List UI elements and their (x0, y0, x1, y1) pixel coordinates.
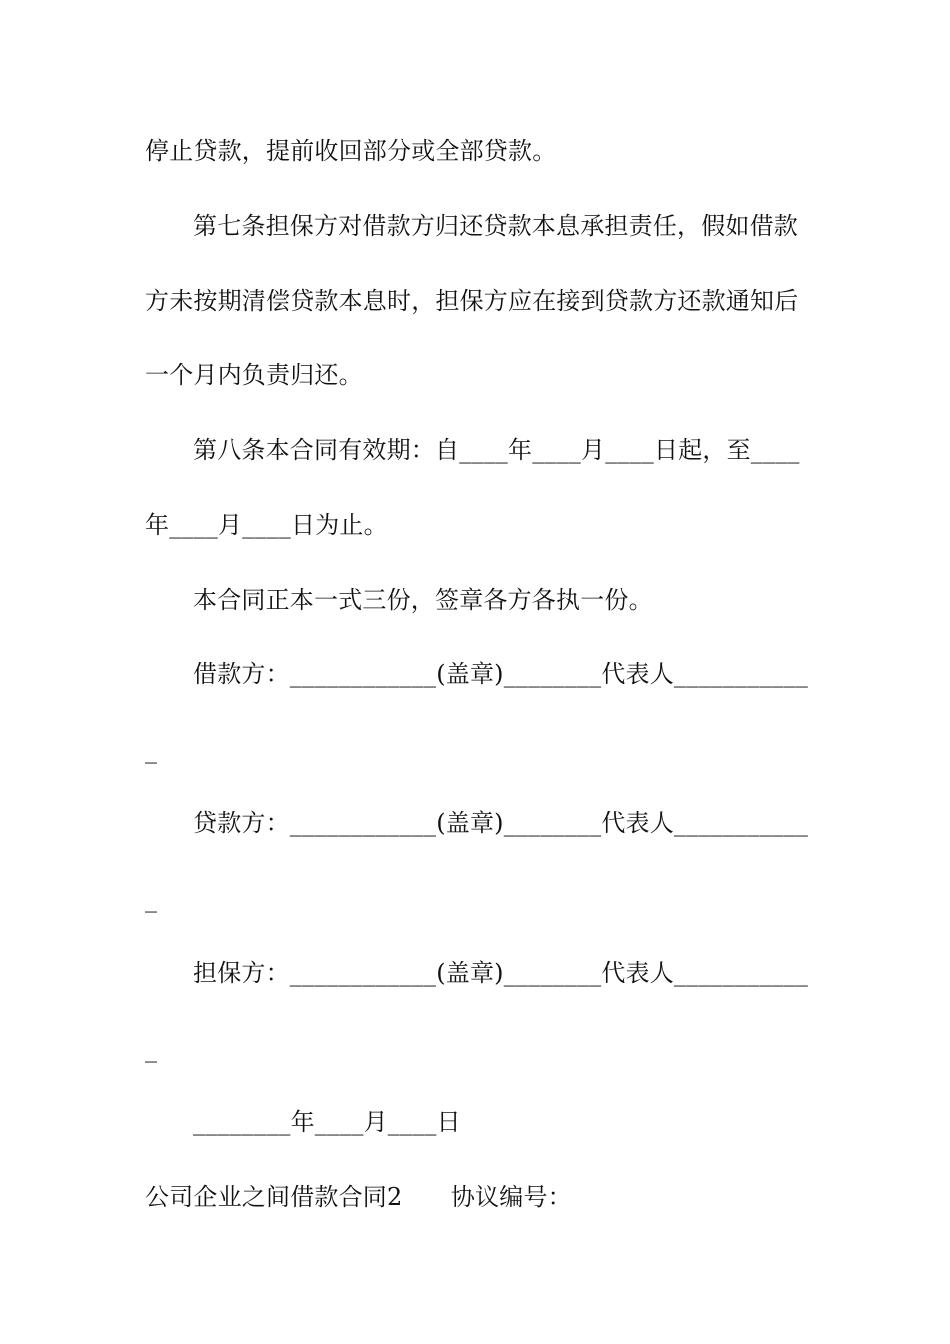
text-line-9: _ (145, 736, 158, 764)
text-line-13: _ (145, 1035, 158, 1063)
text-line-7: 本合同正本一式三份，签章各方各执一份。 (193, 586, 653, 614)
guarantor-signature-line: 担保方：____________(盖章)________代表人___________ (193, 959, 809, 987)
text-line-3: 方未按期清偿贷款本息时，担保方应在接到贷款方还款通知后 (145, 287, 799, 315)
text-line-1: 停止贷款，提前收回部分或全部贷款。 (145, 137, 557, 165)
text-line-6: 年____月____日为止。 (145, 511, 388, 539)
section-heading: 公司企业之间借款合同2 协议编号： (145, 1183, 572, 1211)
text-line-11: _ (145, 885, 158, 913)
lender-signature-line: 贷款方：____________(盖章)________代表人___________ (193, 809, 809, 837)
text-line-2: 第七条担保方对借款方归还贷款本息承担责任，假如借款 (193, 212, 798, 240)
text-line-4: 一个月内负责归还。 (145, 361, 363, 389)
text-line-5: 第八条本合同有效期：自____年____月____日起，至____ (193, 436, 800, 464)
borrower-signature-line: 借款方：____________(盖章)________代表人___________ (193, 660, 809, 688)
date-line: ________年____月____日 (193, 1108, 461, 1136)
